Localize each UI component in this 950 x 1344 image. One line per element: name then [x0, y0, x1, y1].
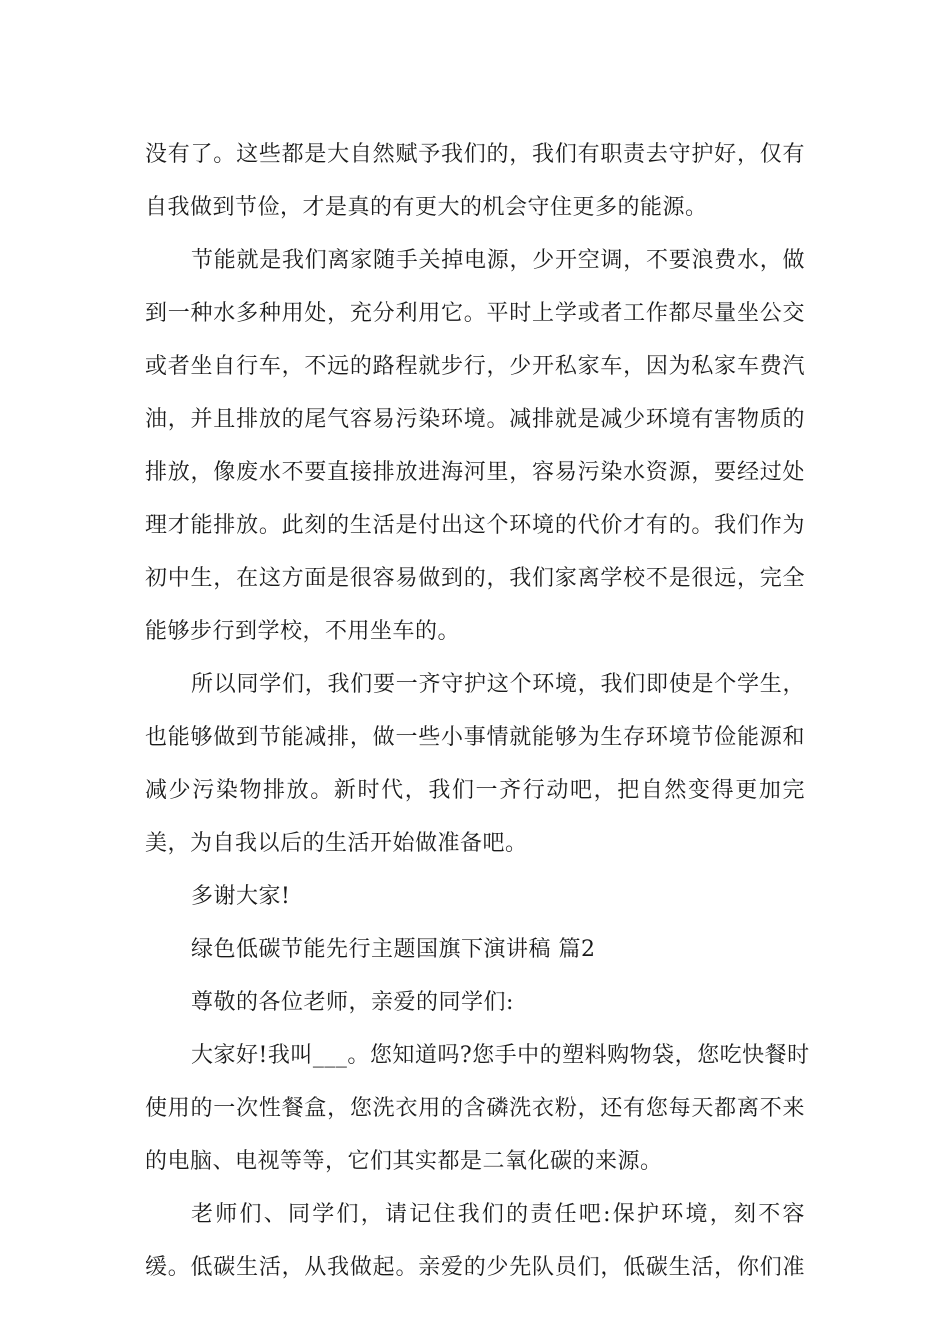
- text-line: 多谢大家!: [191, 884, 291, 909]
- text-line: 也能够做到节能减排，做一些小事情就能够为生存环境节俭能源和: [145, 725, 805, 750]
- text-line: 绿色低碳节能先行主题国旗下演讲稿 篇2: [191, 937, 596, 962]
- paragraph: [145, 1029, 810, 1188]
- paragraph: [145, 1188, 805, 1294]
- document-page: [145, 128, 810, 1294]
- paragraph: [145, 870, 805, 923]
- text-line: 尊敬的各位老师，亲爱的同学们:: [191, 990, 514, 1015]
- text-line: 大家好!我叫___。您知道吗?您手中的塑料购物袋，您吃快餐时: [191, 1043, 810, 1068]
- text-line: 理才能排放。此刻的生活是付出这个环境的代价才有的。我们作为: [145, 513, 805, 538]
- text-line: 或者坐自行车，不远的路程就步行，少开私家车，因为私家车费汽: [145, 354, 805, 379]
- text-line: 使用的一次性餐盒，您洗衣用的含磷洗衣粉，还有您每天都离不来: [145, 1096, 805, 1121]
- text-line: 节能就是我们离家随手关掉电源，少开空调，不要浪费水，做: [191, 248, 805, 273]
- text-line: 没有了。这些都是大自然赋予我们的，我们有职责去守护好，仅有: [145, 142, 805, 167]
- paragraph: [145, 234, 805, 658]
- text-line: 所以同学们，我们要一齐守护这个环境，我们即使是个学生，: [191, 672, 805, 697]
- paragraph: [145, 128, 805, 234]
- text-line: 美，为自我以后的生活开始做准备吧。: [145, 831, 528, 856]
- text-line: 缓。低碳生活，从我做起。亲爱的少先队员们，低碳生活，你们准: [145, 1255, 805, 1280]
- text-line: 油，并且排放的尾气容易污染环境。减排就是减少环境有害物质的: [145, 407, 805, 432]
- text-line: 到一种水多种用处，充分利用它。平时上学或者工作都尽量坐公交: [145, 301, 805, 326]
- text-line: 排放，像废水不要直接排放进海河里，容易污染水资源，要经过处: [145, 460, 805, 485]
- paragraph: [145, 658, 805, 870]
- text-line: 减少污染物排放。新时代，我们一齐行动吧，把自然变得更加完: [145, 778, 805, 803]
- text-line: 能够步行到学校，不用坐车的。: [145, 619, 461, 644]
- paragraph: [145, 976, 805, 1029]
- section-heading: [145, 923, 805, 976]
- text-line: 的电脑、电视等等，它们其实都是二氧化碳的来源。: [145, 1149, 663, 1174]
- text-line: 老师们、同学们，请记住我们的责任吧:保护环境，刻不容: [191, 1202, 805, 1227]
- text-line: 初中生，在这方面是很容易做到的，我们家离学校不是很远，完全: [145, 566, 805, 591]
- text-line: 自我做到节俭，才是真的有更大的机会守住更多的能源。: [145, 195, 708, 220]
